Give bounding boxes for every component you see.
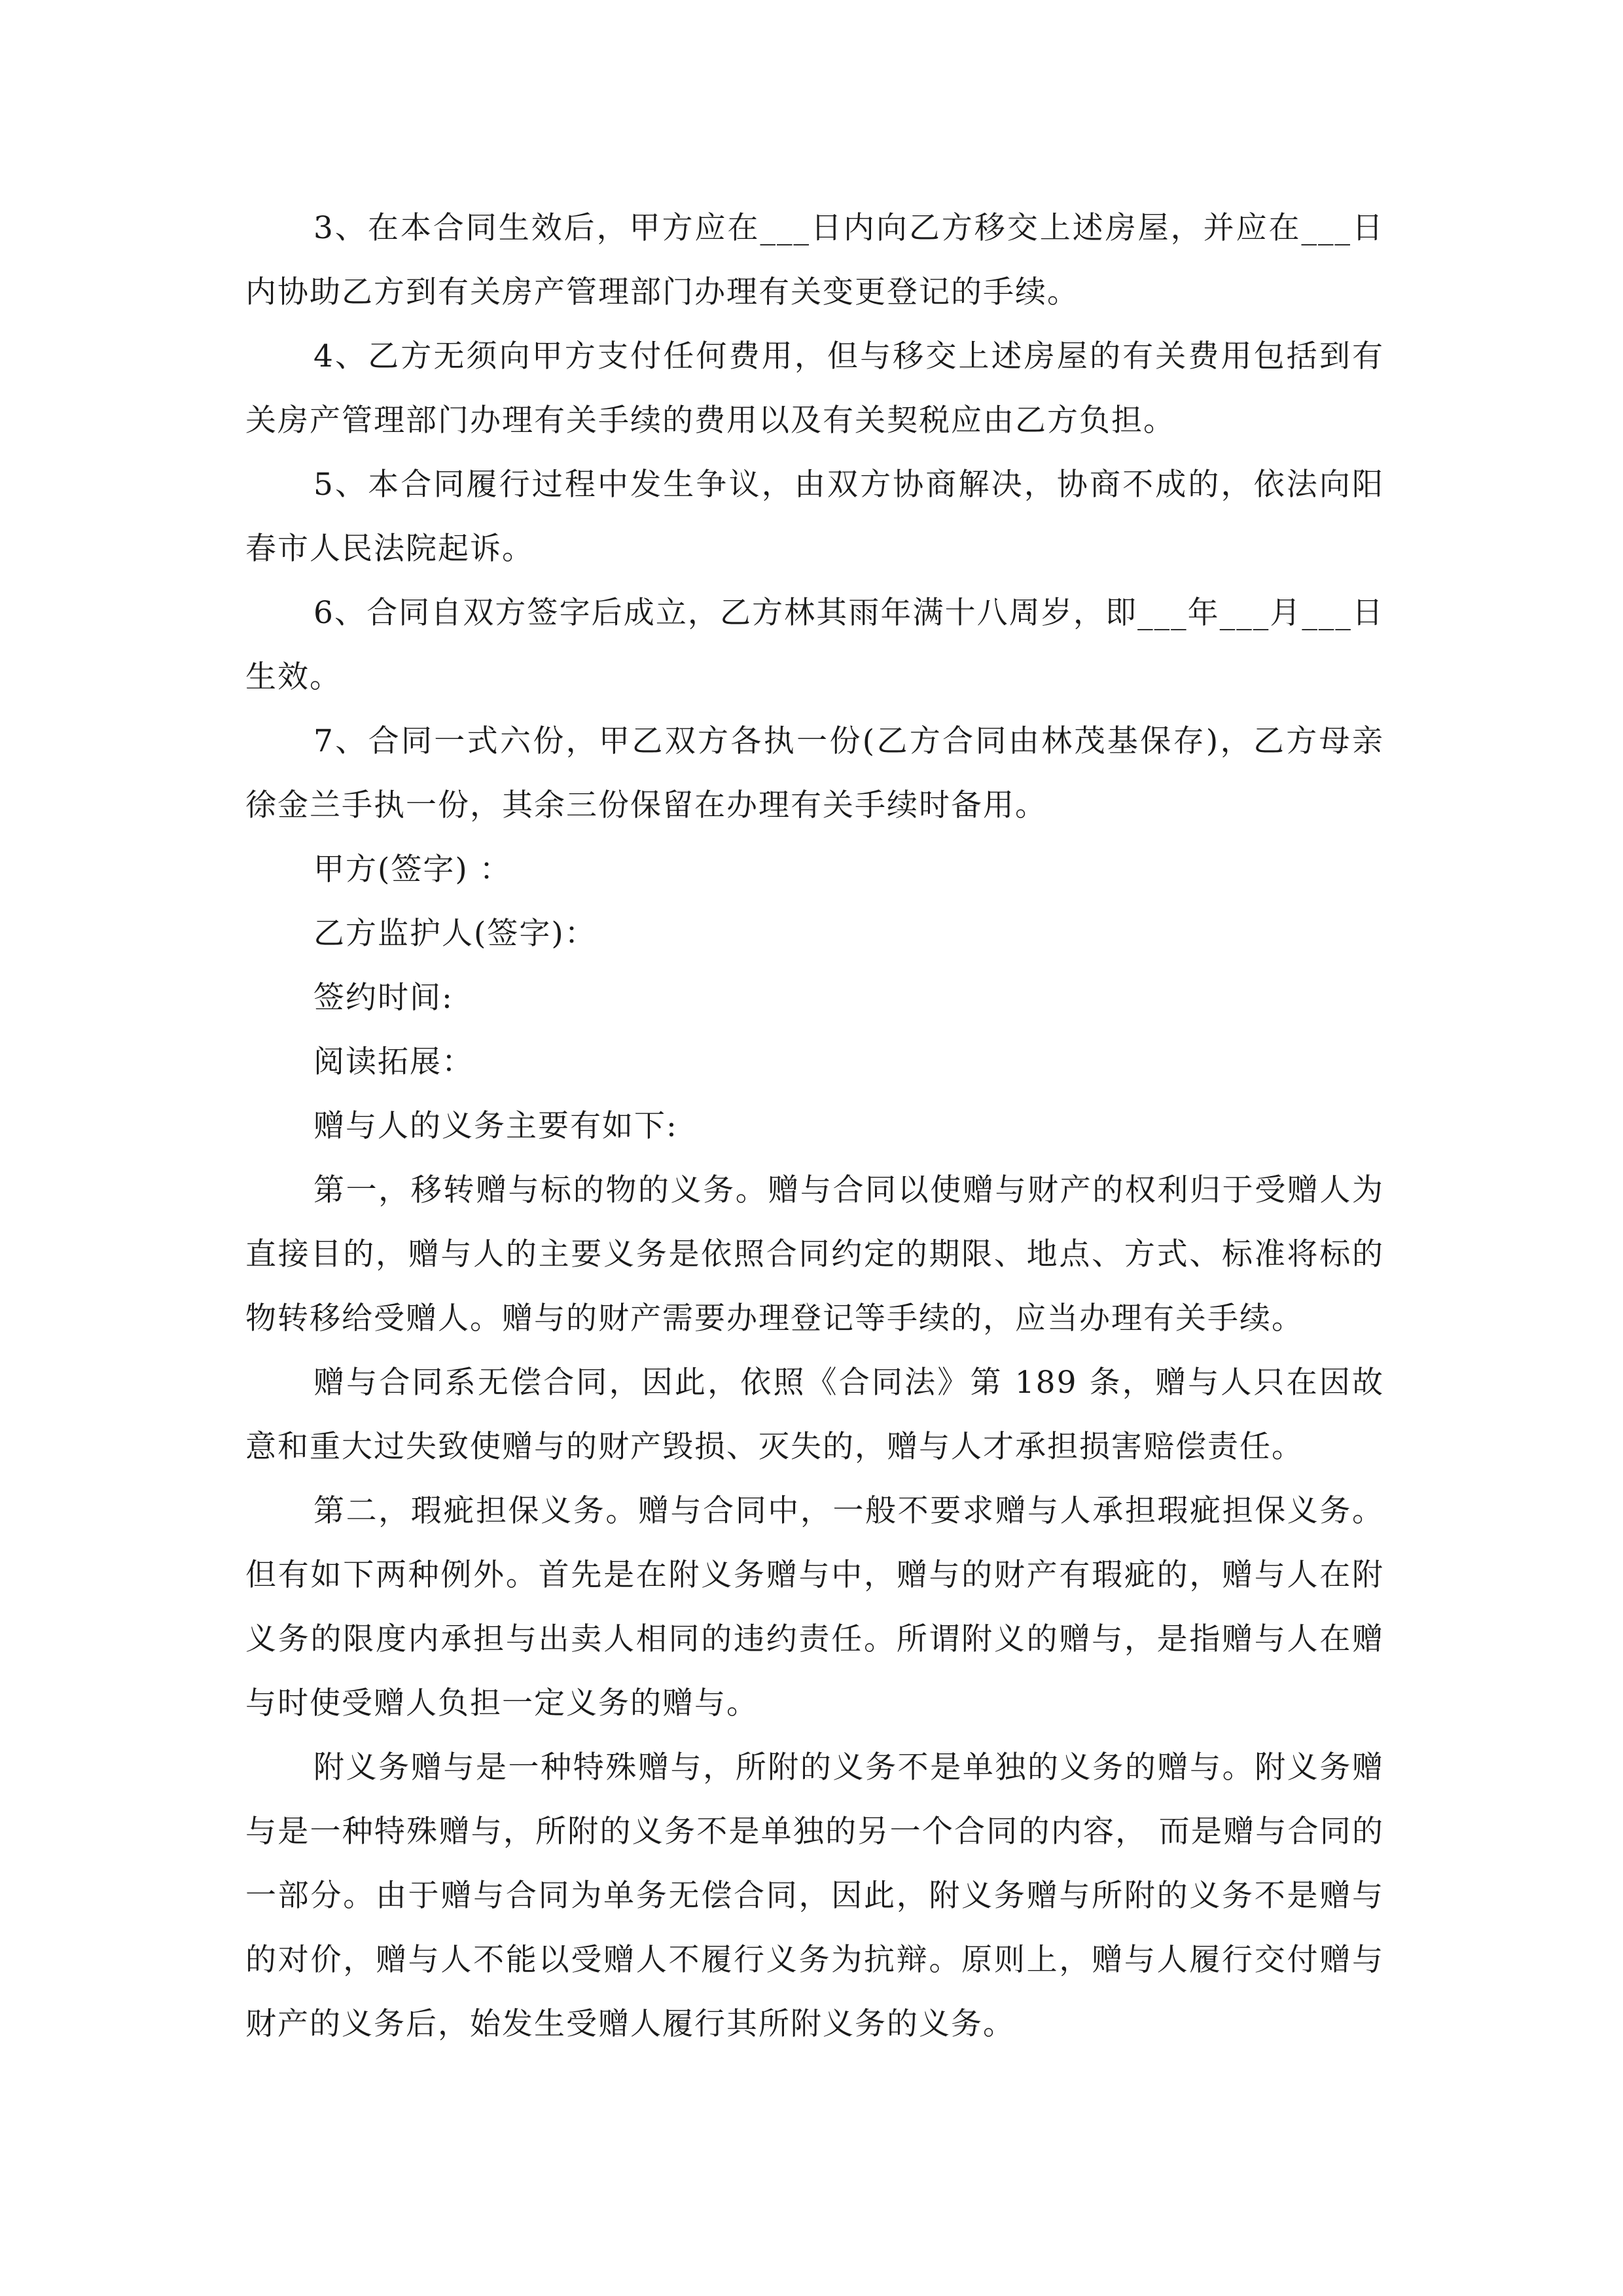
gratuitous-contract-note: 赠与合同系无偿合同，因此，依照《合同法》第 189 条，赠与人只在因故意和重大过失致使赠与的财产毁损、灭失的，赠与人才承担损害赔偿责任。 xyxy=(245,1365,1384,1465)
obligation-first: 第一，移转赠与标的物的义务。赠与合同以使赠与财产的权利归于受赠人为直接目的，赠与人的主要义务是依照合同约定的期限、地点、方式、标准将标的物转移给受赠人。赠与的财产需要办理登记等手续的，应当办理有关手续。 xyxy=(245,1172,1384,1336)
clause-7: 7、合同一式六份，甲乙双方各执一份(乙方合同由林茂基保存)，乙方母亲徐金兰手执一份，其余三份保留在办理有关手续时备用。 xyxy=(245,723,1384,823)
document-body xyxy=(245,196,1384,2056)
party-a-signature-line: 甲方(签字) ： xyxy=(313,852,512,888)
signing-date-line: 签约时间: xyxy=(313,980,454,1016)
conditional-gift-note: 附义务赠与是一种特殊赠与，所附的义务不是单独的义务的赠与。附义务赠与是一种特殊赠与，所附的义务不是单独的另一个合同的内容， 而是赠与合同的一部分。由于赠与合同为单务无偿合同，因此，附义务赠与所附的义务不是赠与的对价，赠与人不能以受赠人不履行义务为抗辩。原则上，赠与人履行交付赠与财产的义务后，始发生受赠人履行其所附义务的义务。 xyxy=(245,1749,1384,2042)
obligation-second: 第二，瑕疵担保义务。赠与合同中，一般不要求赠与人承担瑕疵担保义务。但有如下两种例外。首先是在附义务赠与中，赠与的财产有瑕疵的，赠与人在附义务的限度内承担与出卖人相同的违约责任。所谓附义的赠与，是指赠与人在赠与时使受赠人负担一定义务的赠与。 xyxy=(245,1493,1384,1721)
party-b-guardian-signature-line: 乙方监护人(签字)： xyxy=(313,916,597,952)
clause-6: 6、合同自双方签字后成立，乙方林其雨年满十八周岁，即___年___月___日生效。 xyxy=(245,595,1384,695)
donor-obligations-intro: 赠与人的义务主要有如下: xyxy=(313,1108,678,1144)
clause-4: 4、乙方无须向甲方支付任何费用，但与移交上述房屋的有关费用包括到有关房产管理部门办理有关手续的费用以及有关契税应由乙方负担。 xyxy=(245,338,1384,439)
extended-reading-heading: 阅读拓展： xyxy=(313,1044,474,1080)
clause-3: 3、在本合同生效后，甲方应在___日内向乙方移交上述房屋，并应在___日内协助乙方到有关房产管理部门办理有关变更登记的手续。 xyxy=(245,210,1384,310)
clause-5: 5、本合同履行过程中发生争议，由双方协商解决，协商不成的，依法向阳春市人民法院起诉。 xyxy=(245,467,1384,567)
